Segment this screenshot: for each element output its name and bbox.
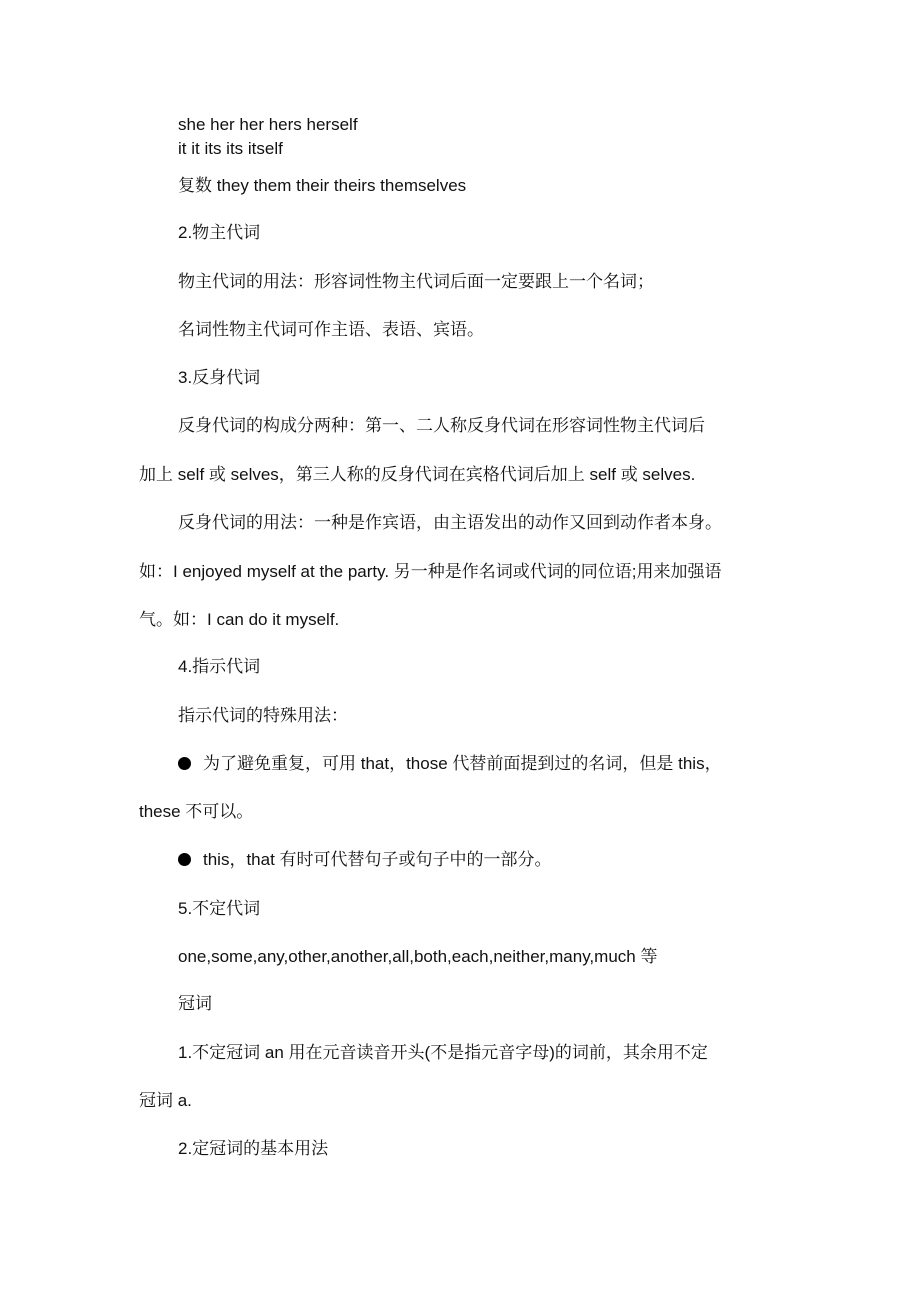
text-line: 复数 they them their theirs themselves bbox=[178, 176, 467, 195]
text-line: she her her hers herself bbox=[178, 115, 358, 134]
text-line: 冠词 a. bbox=[139, 1091, 192, 1110]
text-line: 气。如：I can do it myself. bbox=[139, 610, 340, 629]
section-heading: 5.不定代词 bbox=[178, 899, 261, 918]
text-line: 物主代词的用法：形容词性物主代词后面一定要跟上一个名词； bbox=[178, 272, 654, 291]
bullet-item bbox=[178, 849, 552, 871]
bullet-text: this，that 有时可代替句子或句子中的一部分。 bbox=[203, 850, 552, 869]
text-line: one,some,any,other,another,all,both,each,neither,many,much 等 bbox=[178, 947, 658, 966]
text-line: 加上 self 或 selves，第三人称的反身代词在宾格代词后加上 self 或 selves. bbox=[139, 465, 696, 484]
text-line: 反身代词的用法：一种是作宾语，由主语发出的动作又回到动作者本身。 bbox=[178, 513, 722, 532]
section-heading: 冠词 bbox=[178, 994, 212, 1013]
bullet-item bbox=[178, 753, 722, 775]
bullet-icon bbox=[178, 853, 191, 866]
section-heading: 2.定冠词的基本用法 bbox=[178, 1139, 329, 1158]
section-heading: 2.物主代词 bbox=[178, 223, 261, 242]
text-line: 指示代词的特殊用法： bbox=[178, 706, 348, 725]
bullet-icon bbox=[178, 757, 191, 770]
section-heading: 4.指示代词 bbox=[178, 657, 261, 676]
bullet-text: 为了避免重复，可用 that，those 代替前面提到过的名词，但是 this， bbox=[203, 754, 722, 773]
text-line: 反身代词的构成分两种：第一、二人称反身代词在形容词性物主代词后 bbox=[178, 416, 705, 435]
section-heading: 3.反身代词 bbox=[178, 368, 261, 387]
text-line: these 不可以。 bbox=[139, 802, 254, 821]
text-line: 1.不定冠词 an 用在元音读音开头(不是指元音字母)的词前，其余用不定 bbox=[178, 1043, 708, 1062]
text-line: 名词性物主代词可作主语、表语、宾语。 bbox=[178, 320, 484, 339]
text-line: it it its its itself bbox=[178, 139, 283, 158]
text-line: 如：I enjoyed myself at the party. 另一种是作名词或代词的同位语;用来加强语 bbox=[139, 562, 722, 581]
